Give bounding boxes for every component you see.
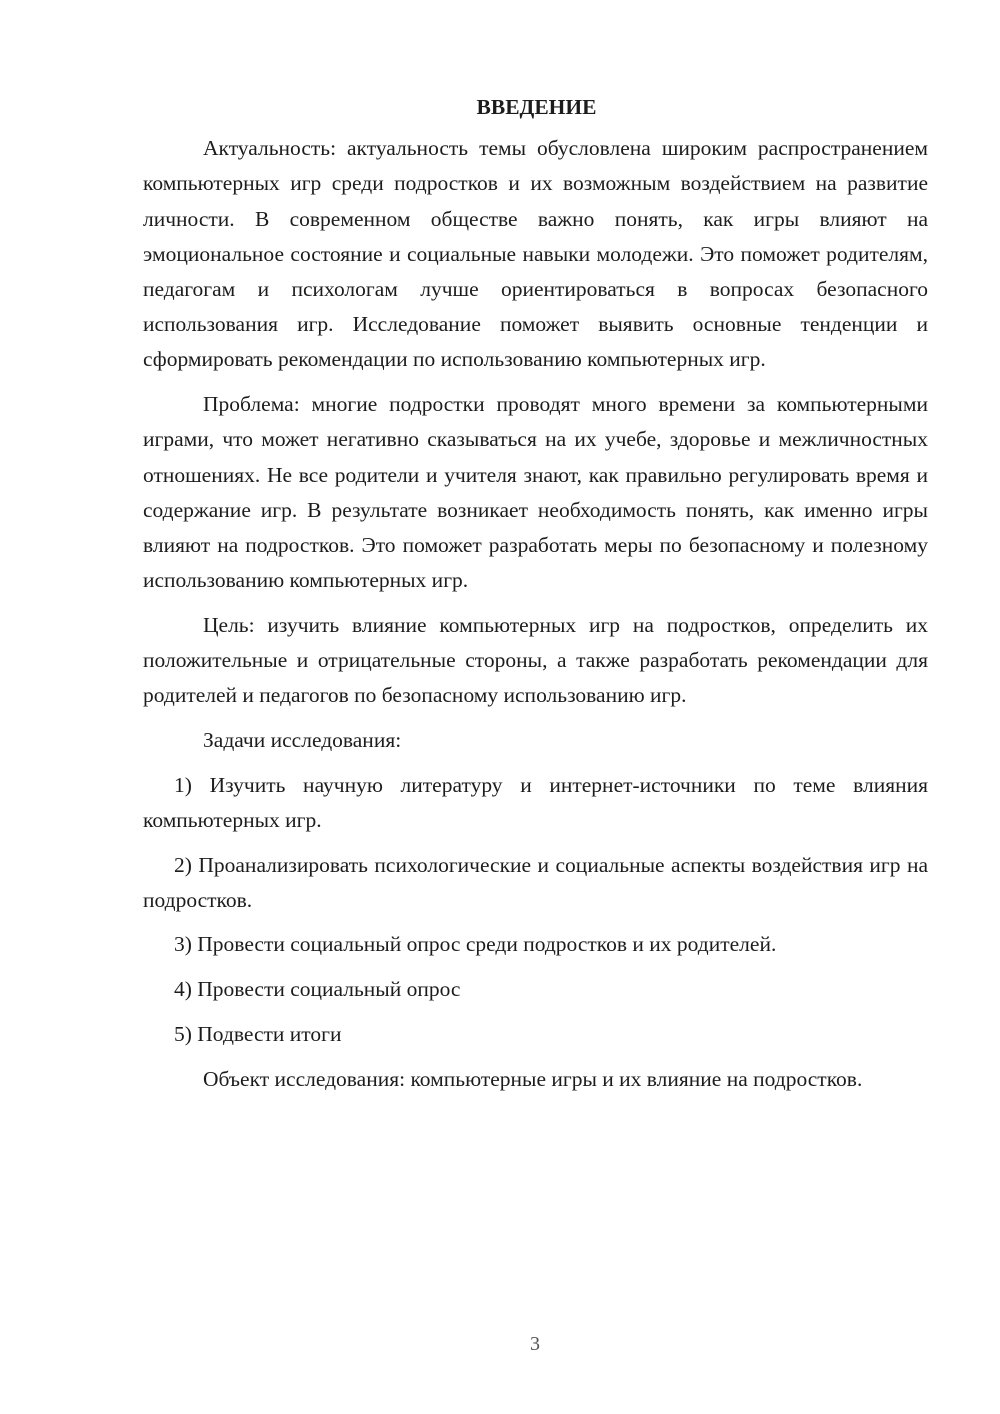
task-item-5: 5) Подвести итоги [174,1021,342,1046]
task-item-4: 4) Провести социальный опрос [174,977,461,1002]
document-page [143,90,928,1106]
paragraph-relevance: Актуальность: актуальность темы обусловлена широким распространением компьютерных игр среди подростков и их возможным воздействием на развитие личности. В современном обществе важно понять, как игры влияют на эмоциональное состояние и социальные навыки молодежи. Это поможет родителям, педагогам и психологам лучше ориентироваться в вопросах безопасного использования игр. Исследование поможет выявить основные тенденции и сформировать рекомендации по использованию компьютерных игр. [143,136,928,372]
tasks-heading: Задачи исследования: [203,727,402,752]
task-item-2: 2) Проанализировать психологические и социальные аспекты воздействия игр на подростков. [143,852,928,912]
paragraph-goal: Цель: изучить влияние компьютерных игр на подростков, определить их положительные и отрицательные стороны, а также разработать рекомендации для родителей и педагогов по безопасному использованию игр. [143,612,928,708]
task-item-1: 1) Изучить научную литературу и интернет-источники по теме влияния компьютерных игр. [143,772,928,832]
task-item-3: 3) Провести социальный опрос среди подростков и их родителей. [174,932,777,957]
paragraph-object: Объект исследования: компьютерные игры и их влияние на подростков. [203,1066,863,1091]
paragraph-problem: Проблема: многие подростки проводят много времени за компьютерными играми, что может негативно сказываться на их учебе, здоровье и межличностных отношениях. Не все родители и учителя знают, как правильно регулировать время и содержание игр. В результате возникает необходимость понять, как именно игры влияют на подростков. Это поможет разработать меры по безопасному и полезному использованию компьютерных игр. [143,392,928,593]
page-title: ВВЕДЕНИЕ [476,95,597,119]
page-number: 3 [530,1333,540,1355]
